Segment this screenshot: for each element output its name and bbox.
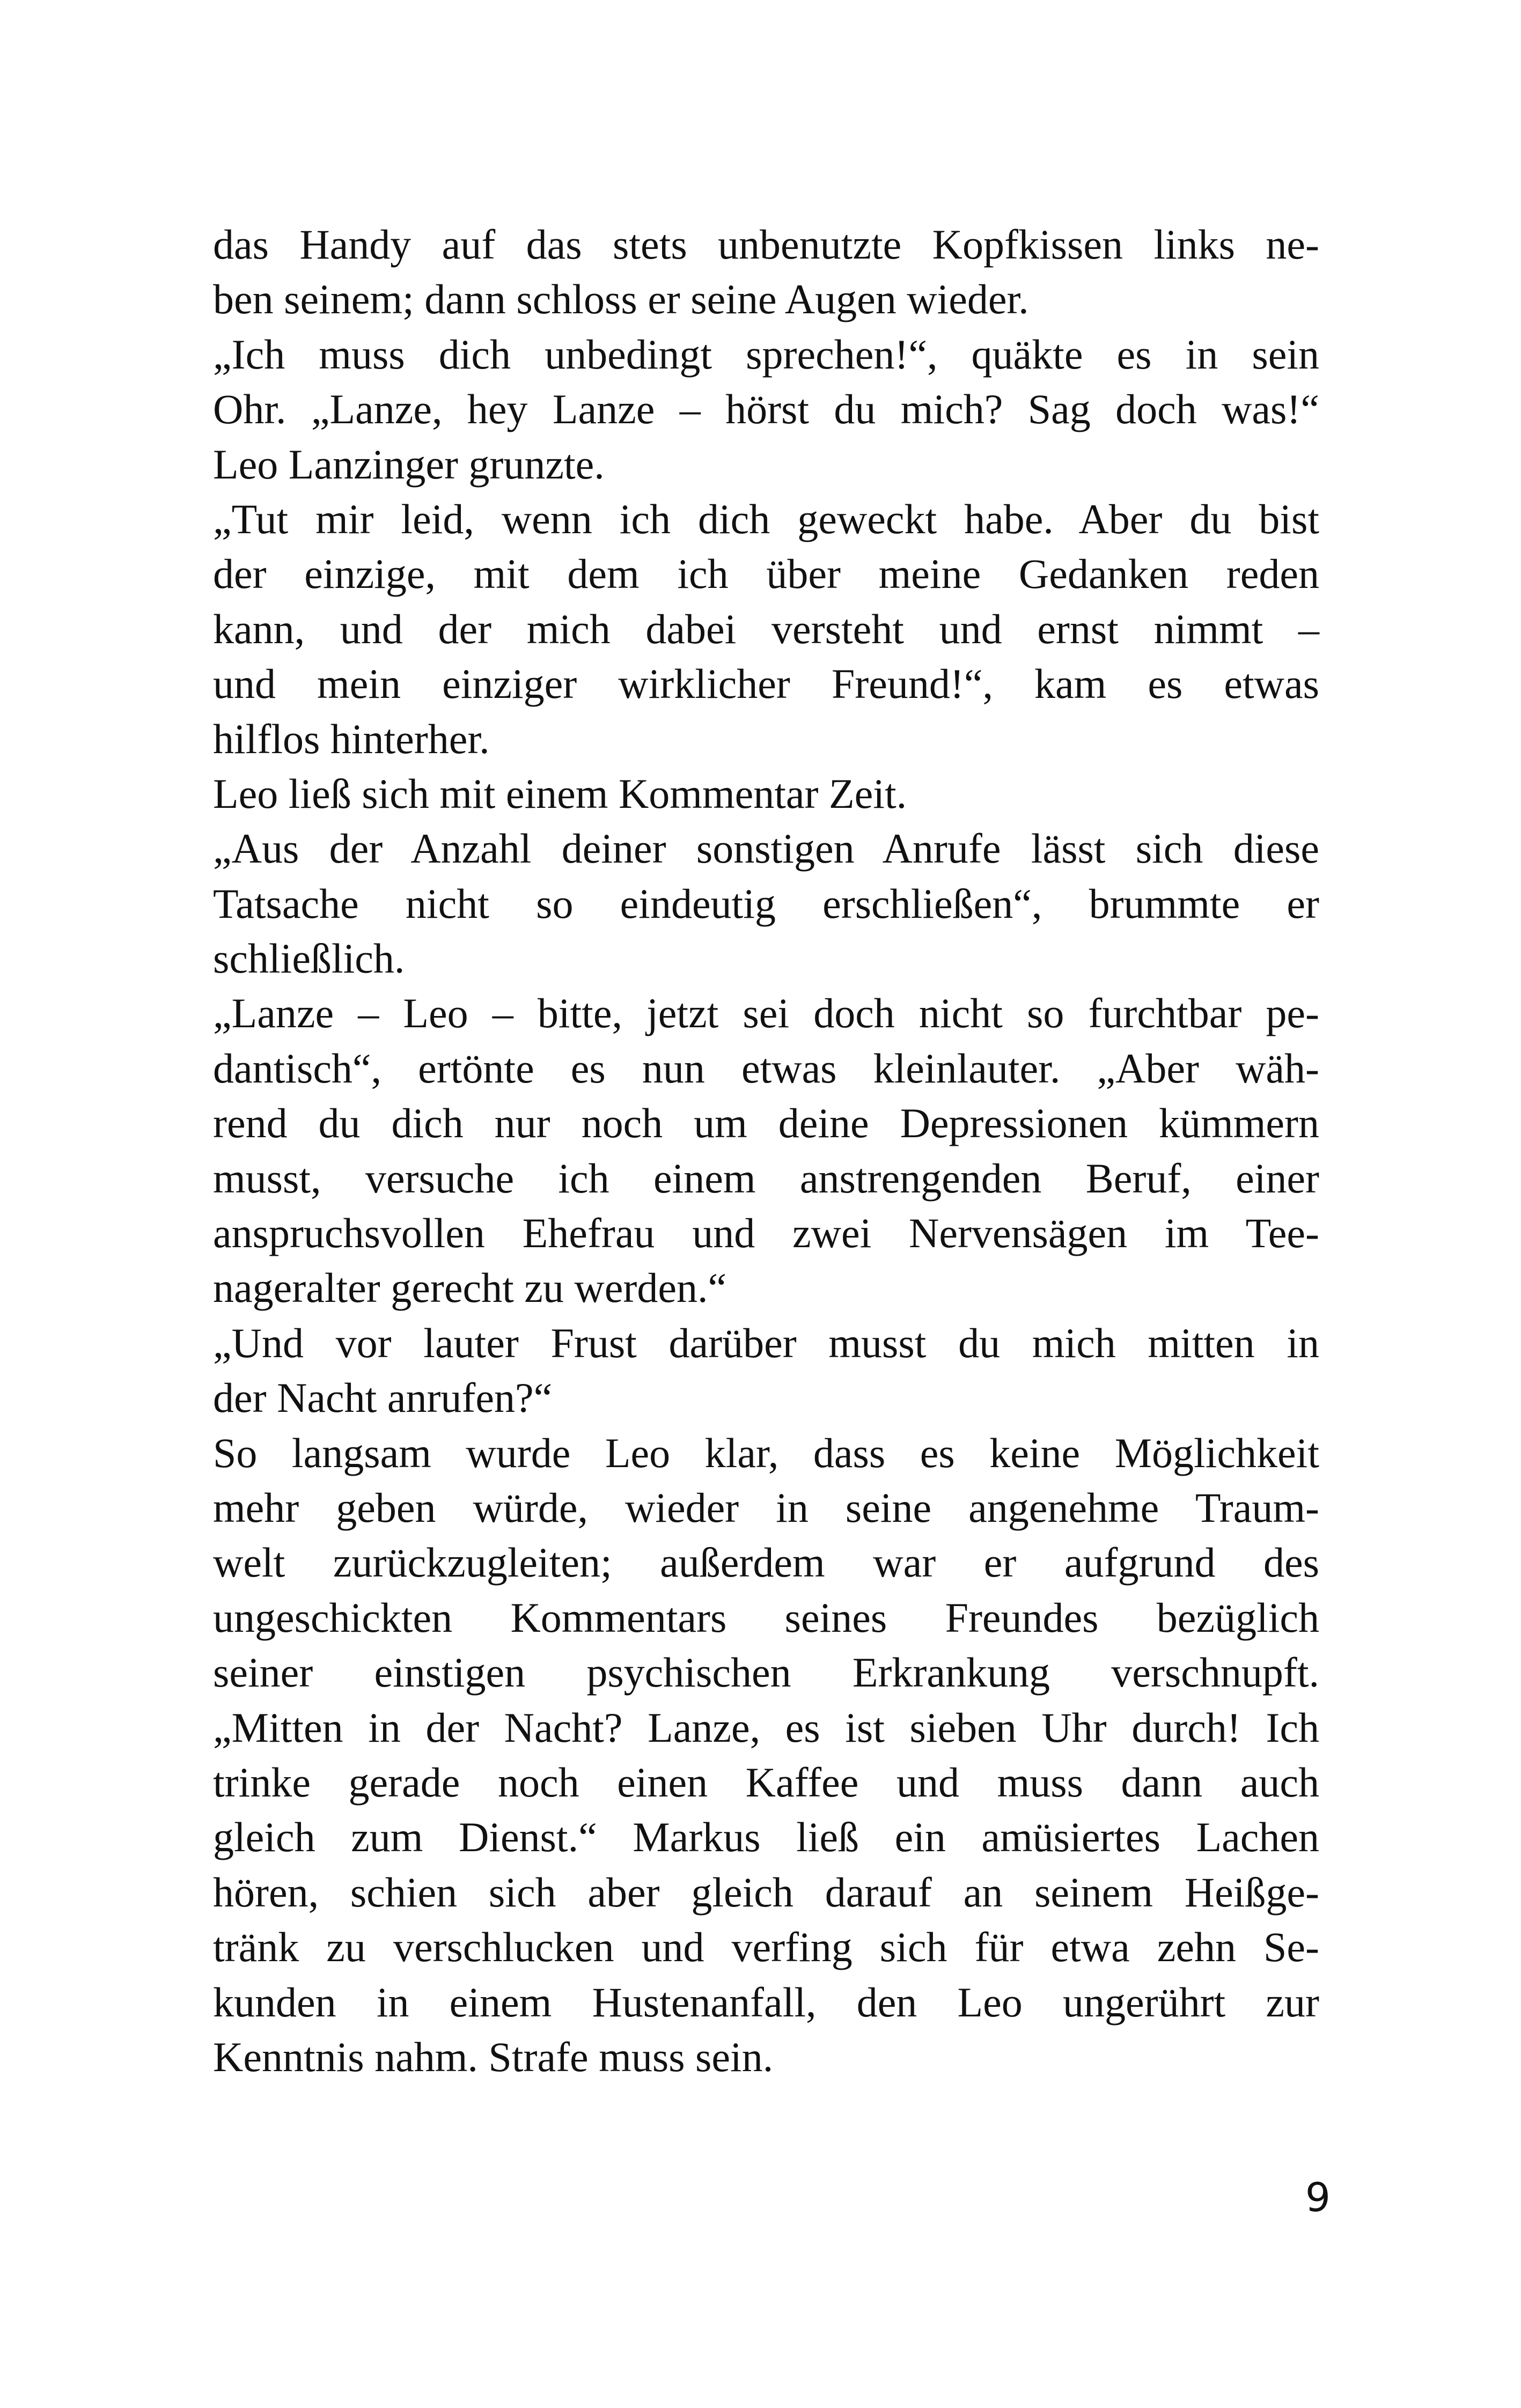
text-line: mehr geben würde, wieder in seine angenehme Traum- — [213, 1484, 1319, 1531]
text-line: Tatsache nicht so eindeutig erschließen“, brummte er — [213, 880, 1319, 927]
text-line: Kenntnis nahm. Strafe muss sein. — [213, 2033, 774, 2080]
text-line: kunden in einem Hustenanfall, den Leo ungerührt zur — [213, 1978, 1319, 2026]
text-line: „Tut mir leid, wenn ich dich geweckt habe. Aber du bist — [213, 495, 1319, 542]
text-line: nageralter gerecht zu werden.“ — [213, 1264, 727, 1312]
text-line: kann, und der mich dabei versteht und ernst nimmt – — [213, 605, 1319, 652]
text-line: welt zurückzugleiten; außerdem war er aufgrund des — [213, 1539, 1319, 1586]
text-line: Ohr. „Lanze, hey Lanze – hörst du mich? Sag doch was!“ — [213, 386, 1319, 433]
text-line: der Nacht anrufen?“ — [213, 1374, 553, 1422]
text-line: gleich zum Dienst.“ Markus ließ ein amüsiertes Lachen — [213, 1814, 1319, 1861]
text-line: anspruchsvollen Ehefrau und zwei Nervensägen im Tee- — [213, 1210, 1319, 1257]
text-line: Leo Lanzinger grunzte. — [213, 440, 605, 488]
text-line: ben seinem; dann schloss er seine Augen wieder. — [213, 276, 1029, 323]
text-line: schließlich. — [213, 935, 405, 982]
text-line: „Ich muss dich unbedingt sprechen!“, quäkte es in sein — [213, 330, 1319, 378]
text-line: ungeschickten Kommentars seines Freundes bezüglich — [213, 1594, 1319, 1641]
text-line: das Handy auf das stets unbenutzte Kopfkissen links ne- — [213, 221, 1319, 268]
body-text — [213, 217, 1319, 2085]
text-line: „Aus der Anzahl deiner sonstigen Anrufe lässt sich diese — [213, 825, 1319, 872]
text-line: trinke gerade noch einen Kaffee und muss dann auch — [213, 1758, 1319, 1806]
text-line: dantisch“, ertönte es nun etwas kleinlauter. „Aber wäh- — [213, 1044, 1319, 1092]
text-line: So langsam wurde Leo klar, dass es keine Möglichkeit — [213, 1429, 1319, 1476]
page-number: 9 — [1305, 2175, 1331, 2221]
text-line: Leo ließ sich mit einem Kommentar Zeit. — [213, 770, 907, 817]
text-line: musst, versuche ich einem anstrengenden Beruf, einer — [213, 1154, 1319, 1202]
text-line: der einzige, mit dem ich über meine Gedanken reden — [213, 550, 1319, 598]
text-line: „Mitten in der Nacht? Lanze, es ist sieben Uhr durch! Ich — [213, 1704, 1319, 1751]
text-line: hören, schien sich aber gleich darauf an seinem Heißge- — [213, 1868, 1319, 1916]
text-line: tränk zu verschlucken und verfing sich für etwa zehn Se- — [213, 1924, 1319, 1971]
text-line: rend du dich nur noch um deine Depressionen kümmern — [213, 1100, 1319, 1147]
text-line: und mein einziger wirklicher Freund!“, kam es etwas — [213, 660, 1319, 708]
text-line: „Und vor lauter Frust darüber musst du mich mitten in — [213, 1319, 1319, 1366]
text-line: hilflos hinterher. — [213, 715, 490, 762]
text-line: seiner einstigen psychischen Erkrankung verschnupft. — [213, 1649, 1319, 1696]
text-line: „Lanze – Leo – bitte, jetzt sei doch nicht so furchtbar pe- — [213, 990, 1319, 1037]
